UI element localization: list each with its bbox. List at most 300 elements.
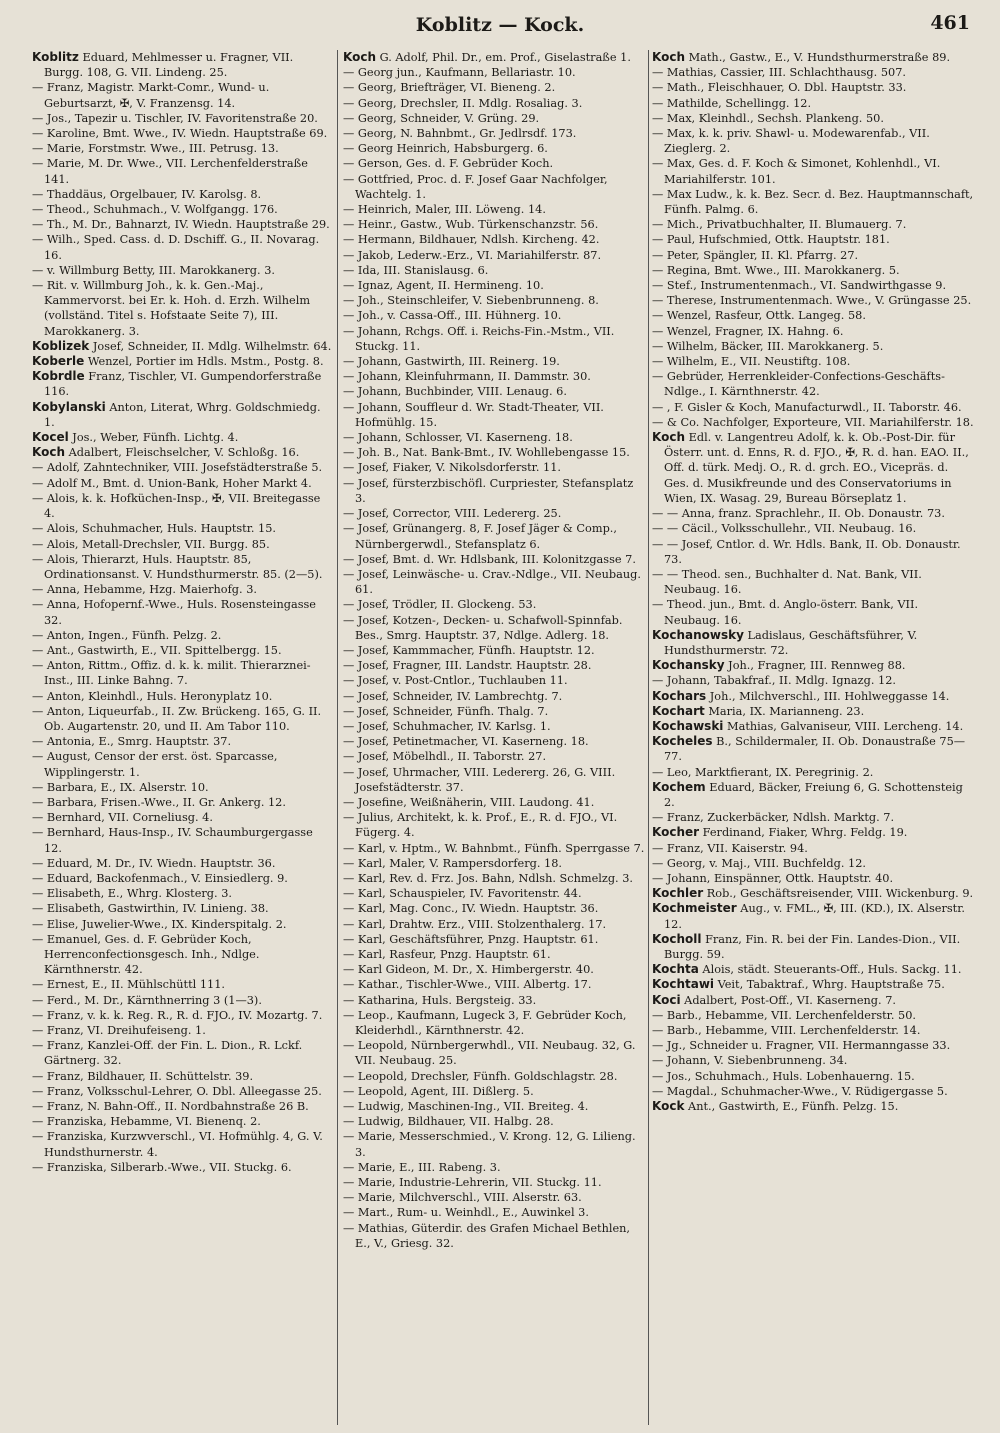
directory-entry [343, 977, 646, 992]
entry-text: Adalbert, Fleischselcher, V. Schloßg. 16. [68, 446, 300, 460]
entry-text: — Johann, Einspänner, Ottk. Hauptstr. 40. [652, 871, 894, 885]
directory-entry [652, 719, 974, 734]
directory-entry [652, 1053, 974, 1068]
entry-text: Aug., v. FML., ✠, III. (KD.), IX. Alserstr. 12. [664, 902, 965, 931]
directory-entry [652, 65, 974, 80]
entry-text: Joh., Milchverschl., III. Hohlweggasse 14. [709, 689, 950, 703]
entry-text: — Marie, M. Dr. Wwe., VII. Lerchenfelderstraße 141. [32, 157, 308, 186]
directory-entry [652, 628, 974, 658]
directory-entry [32, 491, 332, 521]
entry-text: — Karl, Schauspieler, IV. Favoritenstr. 44. [343, 887, 582, 901]
entry-surname: Kocher [652, 825, 700, 840]
column-3 [652, 50, 974, 1425]
entry-text: — Anton, Liqueurfab., II. Zw. Brückeng. 165, G. II. Ob. Augartenstr. 20, und II. Am Tabor 110. [32, 704, 322, 733]
entry-text: — Kathar., Tischler-Wwe., VIII. Albertg. 17. [343, 978, 592, 992]
directory-entry [343, 886, 646, 901]
directory-entry [652, 977, 974, 992]
directory-entry [32, 202, 332, 217]
entry-text: — Karl, Maler, V. Rampersdorferg. 18. [343, 856, 562, 870]
entry-text: — Therese, Instrumentenmach. Wwe., V. Grüngasse 25. [652, 294, 972, 308]
entry-text: — Franziska, Hebamme, VI. Bienenq. 2. [32, 1115, 261, 1129]
directory-entry [343, 765, 646, 795]
column-2 [343, 50, 646, 1425]
entry-text: B., Schildermaler, II. Ob. Donaustraße 75—77. [664, 735, 966, 764]
directory-entry [32, 628, 332, 643]
entry-text: Veit, Tabaktraf., Whrg. Hauptstraße 75. [717, 978, 945, 992]
entry-text: — Karl, v. Hptm., W. Bahnbmt., Fünfh. Sperrgasse 7. [343, 841, 645, 855]
directory-entry [343, 704, 646, 719]
entry-text: — Georg, Schneider, V. Grüng. 29. [343, 111, 540, 125]
directory-entry [32, 871, 332, 886]
entry-surname: Koch [652, 430, 685, 445]
column-rule [337, 50, 338, 1425]
directory-entry [32, 1099, 332, 1114]
entry-text: — Karl, Rasfeur, Pnzg. Hauptstr. 61. [343, 947, 551, 961]
directory-entry [343, 962, 646, 977]
running-head: Koblitz — Kock. [415, 14, 585, 36]
entry-text: — Thaddäus, Orgelbauer, IV. Karolsg. 8. [32, 187, 262, 201]
directory-entry [652, 567, 974, 597]
directory-entry [652, 825, 974, 840]
entry-text: — Johann, V. Siebenbrunneng. 34. [652, 1054, 848, 1068]
directory-entry [32, 795, 332, 810]
entry-text: — Wenzel, Rasfeur, Ottk. Langeg. 58. [652, 309, 866, 323]
directory-entry [343, 689, 646, 704]
directory-entry [343, 1160, 646, 1175]
entry-text: Josef, Schneider, II. Mdlg. Wilhelmstr. 64. [92, 339, 332, 353]
directory-entry [32, 993, 332, 1008]
directory-entry [32, 977, 332, 992]
entry-text: — Hermann, Bildhauer, Ndlsh. Kircheng. 42. [343, 233, 600, 247]
entry-surname: Kobrdle [32, 369, 85, 384]
directory-entry [343, 400, 646, 430]
directory-entry [32, 217, 332, 232]
directory-entry [652, 232, 974, 247]
entry-text: — Katharina, Huls. Bergsteig. 33. [343, 993, 537, 1007]
entry-text: — Math., Fleischhauer, O. Dbl. Hauptstr. 33. [652, 81, 907, 95]
entry-surname: Kobylanski [32, 399, 106, 414]
directory-entry [343, 901, 646, 916]
entry-text: — Franz, VII. Kaiserstr. 94. [652, 841, 808, 855]
directory-entry [652, 689, 974, 704]
directory-entry [32, 400, 332, 430]
directory-entry [343, 96, 646, 111]
directory-entry [652, 521, 974, 536]
directory-entry [652, 886, 974, 901]
directory-entry [32, 1008, 332, 1023]
entry-text: — Karl, Mag. Conc., IV. Wiedn. Hauptstr. 36. [343, 902, 599, 916]
directory-entry [343, 810, 646, 840]
column-1 [32, 50, 332, 1425]
directory-entry [343, 856, 646, 871]
entry-text: — Peter, Spängler, II. Kl. Pfarrg. 27. [652, 248, 859, 262]
directory-entry [652, 993, 974, 1008]
entry-text: — Anna, Hebamme, Hzg. Maierhofg. 3. [32, 583, 257, 597]
directory-entry [343, 369, 646, 384]
entry-text: Anton, Literat, Whrg. Goldschmiedg. 1. [44, 400, 321, 429]
entry-text: — Eduard, Backofenmach., V. Einsiedlerg. 9. [32, 871, 288, 885]
entry-text: — Josef, Petinetmacher, VI. Kaserneng. 18. [343, 735, 589, 749]
entry-text: — Marie, Milchverschl., VIII. Alserstr. 63. [343, 1191, 582, 1205]
entry-text: — Jos., Tapezir u. Tischler, IV. Favoritenstraße 20. [32, 111, 318, 125]
directory-entry [652, 704, 974, 719]
entry-text: — Theod., Schuhmach., V. Wolfgangg. 176. [32, 203, 278, 217]
directory-entry [652, 339, 974, 354]
entry-text: — Franz, Magistr. Markt-Comr., Wund- u. Geburtsarzt, ✠, V. Franzensg. 14. [32, 81, 270, 110]
directory-entry [32, 460, 332, 475]
entry-surname: Koberle [32, 354, 85, 369]
directory-entry [32, 810, 332, 825]
directory-entry [32, 263, 332, 278]
directory-entry [343, 308, 646, 323]
directory-entry [343, 1114, 646, 1129]
directory-entry [343, 126, 646, 141]
entry-text: — Georg, Briefträger, VI. Bieneng. 2. [343, 81, 556, 95]
directory-entry [343, 156, 646, 171]
directory-entry [343, 476, 646, 506]
directory-entry [343, 1084, 646, 1099]
directory-entry [343, 658, 646, 673]
directory-entry [32, 1023, 332, 1038]
directory-entry [343, 248, 646, 263]
directory-entry [343, 430, 646, 445]
directory-entry [652, 156, 974, 186]
entry-text: — Alois, Thierarzt, Huls. Hauptstr. 85, Ordinationsanst. V. Hundsthurmerstr. 85. (2—5). [32, 552, 323, 581]
directory-entry [652, 765, 974, 780]
directory-entry [652, 1023, 974, 1038]
entry-text: — Th., M. Dr., Bahnarzt, IV. Wiedn. Hauptstraße 29. [32, 218, 330, 232]
entry-surname: Kochanowsky [652, 627, 744, 642]
entry-text: — Josef, Schuhmacher, IV. Karlsg. 1. [343, 719, 551, 733]
entry-text: — Karl, Geschäftsführer, Pnzg. Hauptstr. 61. [343, 932, 599, 946]
entry-text: Alois, städt. Steuerants-Off., Huls. Sackg. 11. [702, 963, 962, 977]
directory-entry [32, 932, 332, 978]
directory-entry [343, 552, 646, 567]
entry-text: — Josef, Kammmacher, Fünfh. Hauptstr. 12. [343, 643, 595, 657]
entry-text: — Franz, VI. Dreihufeiseng. 1. [32, 1024, 206, 1037]
entry-text: — Ludwig, Maschinen-Ing., VII. Breiteg. 4. [343, 1100, 589, 1114]
entry-text: — Johann, Tabakfraf., II. Mdlg. Ignazg. 12. [652, 674, 897, 688]
directory-entry [343, 993, 646, 1008]
directory-entry [32, 658, 332, 688]
directory-entry [652, 658, 974, 673]
entry-text: — Karl, Drahtw. Erz., VIII. Stolzenthalerg. 17. [343, 917, 607, 931]
directory-entry [652, 962, 974, 977]
directory-entry [343, 1008, 646, 1038]
entry-text: — Heinr., Gastw., Wub. Türkenschanzstr. 56. [343, 218, 599, 232]
entry-surname: Kochmeister [652, 901, 737, 916]
entry-text: — Ant., Gastwirth, E., VII. Spittelbergg. 15. [32, 643, 282, 657]
entry-text: — Elisabeth, E., Whrg. Klosterg. 3. [32, 887, 232, 901]
entry-text: — Leopold, Agent, III. Dißlerg. 5. [343, 1084, 534, 1098]
directory-entry [652, 248, 974, 263]
entry-text: — Barb., Hebamme, VII. Lerchenfelderstr. 50. [652, 1008, 916, 1022]
directory-entry [32, 111, 332, 126]
entry-text: — Anton, Ingen., Fünfh. Pelzg. 2. [32, 628, 222, 642]
directory-entry [343, 1099, 646, 1114]
directory-entry [343, 80, 646, 95]
directory-entry [343, 324, 646, 354]
directory-entry [343, 613, 646, 643]
directory-entry [652, 430, 974, 506]
directory-entry [32, 50, 332, 80]
entry-text: — Georg Heinrich, Habsburgerg. 6. [343, 142, 548, 156]
directory-entry [32, 1160, 332, 1175]
entry-text: — Joh., Steinschleifer, V. Siebenbrunneng. 8. [343, 294, 599, 308]
entry-text: — Marie, Industrie-Lehrerin, VII. Stuckg. 11. [343, 1176, 602, 1190]
entry-text: — Rit. v. Willmburg Joh., k. k. Gen.-Maj., Kammervorst. bei Er. k. Hoh. d. Erzh. Wilhelm (vollständ. Titel s. Hofstaate Seite 7), III. Marokkanerg. 3. [32, 279, 311, 338]
directory-entry [343, 871, 646, 886]
entry-text: — Johann, Buchbinder, VIII. Lenaug. 6. [343, 385, 567, 399]
directory-entry [32, 232, 332, 262]
entry-text: — Karl Gideon, M. Dr., X. Himbergerstr. 40. [343, 963, 594, 977]
entry-text: — Barb., Hebamme, VIII. Lerchenfelderstr. 14. [652, 1024, 921, 1037]
directory-entry [652, 278, 974, 293]
entry-text: — Franz, v. k. k. Reg. R., R. d. FJO., IV. Mozartg. 7. [32, 1008, 323, 1022]
directory-entry [343, 673, 646, 688]
entry-text: — Barbara, E., IX. Alserstr. 10. [32, 780, 209, 794]
directory-entry [652, 369, 974, 399]
entry-text: — Regina, Bmt. Wwe., III. Marokkanerg. 5. [652, 263, 900, 277]
entry-text: — Barbara, Frisen.-Wwe., II. Gr. Ankerg. 12. [32, 795, 286, 809]
entry-text: — Johann, Rchgs. Off. i. Reichs-Fin.-Mstm., VII. Stuckg. 11. [343, 324, 615, 353]
entry-text: Maria, IX. Marianneng. 23. [708, 704, 865, 718]
entry-text: Ant., Gastwirth, E., Fünfh. Pelzg. 15. [688, 1100, 899, 1114]
entry-text: — Elise, Juwelier-Wwe., IX. Kinderspitalg. 2. [32, 917, 287, 931]
entry-text: — Stef., Instrumentenmach., VI. Sandwirthgasse 9. [652, 279, 947, 293]
entry-text: — Ferd., M. Dr., Kärnthnerring 3 (1—3). [32, 993, 262, 1007]
entry-text: — Johann, Kleinfuhrmann, II. Dammstr. 30. [343, 370, 591, 384]
entry-surname: Kochtawi [652, 977, 715, 992]
directory-entry [343, 202, 646, 217]
entry-surname: Kochars [652, 688, 707, 703]
entry-surname: Koch [343, 50, 376, 64]
directory-entry [652, 1038, 974, 1053]
entry-text: — Gebrüder, Herrenkleider-Confections-Geschäfts-Ndlge., I. Kärnthnerstr. 42. [652, 370, 945, 399]
directory-entry [32, 1129, 332, 1159]
directory-entry [343, 567, 646, 597]
entry-text: Edl. v. Langentreu Adolf, k. k. Ob.-Post-Dir. für Österr. unt. d. Enns, R. d. FJO., ✠, R. d. han. EAO. II., Off. d. türk. Medj. O., R. d. grch. EO., Vicepräs. d. Ges. d. Musikfreunde und des Conservatoriums in Wien, IX. Wasag. 29, Bureau Börseplatz 1. [664, 431, 969, 505]
directory-entry [652, 932, 974, 962]
directory-entry [32, 339, 332, 354]
entry-text: — Adolf M., Bmt. d. Union-Bank, Hoher Markt 4. [32, 476, 312, 490]
entry-text: — Joh., v. Cassa-Off., III. Hühnerg. 10. [343, 309, 562, 323]
entry-text: — Joh. B., Nat. Bank-Bmt., IV. Wohllebengasse 15. [343, 446, 630, 460]
directory-entry [652, 597, 974, 627]
entry-text: — Anton, Rittm., Offiz. d. k. k. milit. Thierarznei-Inst., III. Linke Bahng. 7. [32, 659, 311, 688]
entry-text: — Leop., Kaufmann, Lugeck 3, F. Gebrüder Koch, Kleiderhdl., Kärnthnerstr. 42. [343, 1008, 627, 1037]
directory-entry [343, 643, 646, 658]
directory-entry [32, 901, 332, 916]
entry-text: — Josef, Kotzen-, Decken- u. Schafwoll-Spinnfab. Bes., Smrg. Hauptstr. 37, Ndlge. Adlerg. 18. [343, 613, 623, 642]
entry-surname: Koch [32, 445, 65, 460]
directory-entry [32, 278, 332, 339]
entry-text: — Johann, Souffleur d. Wr. Stadt-Theater, VII. Hofmühlg. 15. [343, 400, 604, 429]
entry-text: — Josef, Corrector, VIII. Ledererg. 25. [343, 507, 562, 521]
directory-entry [652, 1084, 974, 1099]
entry-text: — Julius, Architekt, k. k. Prof., E., R. d. FJO., VI. Fügerg. 4. [343, 811, 618, 840]
directory-entry [343, 111, 646, 126]
entry-text: — Georg, v. Maj., VIII. Buchfeldg. 12. [652, 856, 867, 870]
directory-entry [32, 582, 332, 597]
directory-entry [652, 111, 974, 126]
directory-entry [32, 643, 332, 658]
directory-entry [343, 1205, 646, 1220]
directory-entry [652, 415, 974, 430]
entry-text: — Ernest, E., II. Mühlschüttl 111. [32, 978, 225, 992]
directory-entry [343, 1190, 646, 1205]
directory-entry [32, 689, 332, 704]
entry-text: — Josef, Uhrmacher, VIII. Ledererg. 26, G. VIII. Josefstädterstr. 37. [343, 765, 616, 794]
directory-entry [343, 932, 646, 947]
directory-entry [32, 1069, 332, 1084]
entry-text: — Wilhelm, Bäcker, III. Marokkanerg. 5. [652, 339, 884, 353]
directory-entry [343, 293, 646, 308]
directory-entry [652, 1069, 974, 1084]
entry-text: — , F. Gisler & Koch, Manufacturwdl., II. Taborstr. 46. [652, 400, 962, 414]
directory-entry [32, 476, 332, 491]
directory-entry [32, 354, 332, 369]
directory-entry [652, 537, 974, 567]
directory-entry [343, 460, 646, 475]
directory-entry [652, 308, 974, 323]
directory-entry [343, 947, 646, 962]
entry-text: — Josef, Schneider, Fünfh. Thalg. 7. [343, 704, 549, 718]
directory-entry [652, 324, 974, 339]
entry-text: — Josef, Schneider, IV. Lambrechtg. 7. [343, 689, 563, 703]
directory-entry [343, 597, 646, 612]
directory-entry [343, 734, 646, 749]
entry-text: G. Adolf, Phil. Dr., em. Prof., Giselastraße 1. [379, 51, 631, 64]
directory-entry [32, 141, 332, 156]
entry-text: Franz, Fin. R. bei der Fin. Landes-Dion., VII. Burgg. 59. [664, 932, 961, 961]
directory-entry [343, 749, 646, 764]
directory-entry [343, 65, 646, 80]
entry-text: — Theod. jun., Bmt. d. Anglo-österr. Bank, VII. Neubaug. 16. [652, 598, 919, 627]
directory-entry [652, 901, 974, 931]
entry-text: — Heinrich, Maler, III. Löweng. 14. [343, 203, 546, 217]
page-number: 461 [930, 12, 970, 34]
directory-entry [652, 734, 974, 764]
entry-text: — Johann, Gastwirth, III. Reinerg. 19. [343, 355, 560, 369]
entry-text: — Ignaz, Agent, II. Hermineng. 10. [343, 279, 544, 293]
directory-entry [652, 187, 974, 217]
entry-text: — Ida, III. Stanislausg. 6. [343, 263, 489, 277]
entry-text: — Mathias, Cassier, III. Schlachthausg. 507. [652, 66, 906, 80]
directory-entry [652, 400, 974, 415]
entry-text: — Karoline, Bmt. Wwe., IV. Wiedn. Hauptstraße 69. [32, 127, 328, 141]
entry-text: — Mich., Privatbuchhalter, II. Blumauerg. 7. [652, 218, 907, 232]
directory-entry [652, 856, 974, 871]
entry-text: Ladislaus, Geschäftsführer, V. Hundsthurmerstr. 72. [664, 628, 918, 657]
entry-text: — Georg, Drechsler, II. Mdlg. Rosaliag. 3. [343, 96, 583, 110]
directory-entry [652, 96, 974, 111]
entry-text: — Josef, Möbelhdl., II. Taborstr. 27. [343, 750, 547, 764]
directory-entry [32, 445, 332, 460]
directory-entry [32, 1038, 332, 1068]
entry-text: — Bernhard, Haus-Insp., IV. Schaumburgergasse 12. [32, 826, 313, 855]
entry-surname: Kochansky [652, 658, 725, 673]
entry-text: Eduard, Bäcker, Freiung 6, G. Schottensteig 2. [664, 780, 963, 809]
directory-entry [32, 521, 332, 536]
directory-entry [343, 841, 646, 856]
entry-text: — Antonia, E., Smrg. Hauptstr. 37. [32, 735, 232, 749]
entry-text: — Franziska, Kurzwverschl., VI. Hofmühlg. 4, G. V. Hundsthurnerstr. 4. [32, 1130, 323, 1159]
entry-text: — Josef, Bmt. d. Wr. Hdlsbank, III. Kolonitzgasse 7. [343, 552, 636, 566]
entry-text: — Max Ludw., k. k. Bez. Secr. d. Bez. Hauptmannschaft, Fünfh. Palmg. 6. [652, 187, 974, 217]
directory-entry [652, 1008, 974, 1023]
column-rule [648, 50, 649, 1425]
entry-text: — Jakob, Lederw.-Erz., VI. Mariahilferstr. 87. [343, 248, 602, 262]
entry-text: — Elisabeth, Gastwirthin, IV. Linieng. 38. [32, 902, 269, 916]
directory-entry [652, 810, 974, 825]
directory-entry [343, 278, 646, 293]
directory-entry [343, 172, 646, 202]
entry-text: Jos., Weber, Fünfh. Lichtg. 4. [72, 431, 239, 445]
entry-surname: Kochem [652, 779, 706, 794]
entry-text: — Jos., Schuhmach., Huls. Lobenhauerng. 15. [652, 1069, 915, 1083]
page-header [0, 10, 1000, 44]
directory-entry [32, 126, 332, 141]
entry-text: — v. Willmburg Betty, III. Marokkanerg. 3. [32, 263, 275, 277]
directory-entry [652, 293, 974, 308]
entry-text: — Franz, Kanzlei-Off. der Fin. L. Dion., R. Lckf. Gärtnerg. 32. [32, 1039, 303, 1068]
entry-text: — Josef, Fiaker, V. Nikolsdorferstr. 11. [343, 461, 561, 475]
entry-text: — Leopold, Nürnbergerwhdl., VII. Neubaug. 32, G. VII. Neubaug. 25. [343, 1039, 636, 1068]
entry-text: — Josefine, Weißnäherin, VIII. Laudong. 41. [343, 795, 595, 809]
directory-entry [343, 141, 646, 156]
directory-entry [343, 445, 646, 460]
entry-text: — Mathias, Güterdir. des Grafen Michael Bethlen, E., V., Griesg. 32. [343, 1221, 631, 1250]
directory-entry [652, 354, 974, 369]
entry-text: — Marie, Forstmstr. Wwe., III. Petrusg. 13. [32, 142, 279, 156]
directory-entry [343, 917, 646, 932]
directory-entry [32, 856, 332, 871]
directory-entry [343, 1069, 646, 1084]
entry-text: — Bernhard, VII. Corneliusg. 4. [32, 811, 213, 825]
directory-entry [652, 1099, 974, 1114]
directory-entry [343, 1221, 646, 1251]
entry-text: Ferdinand, Fiaker, Whrg. Feldg. 19. [702, 826, 908, 840]
entry-text: — Emanuel, Ges. d. F. Gebrüder Koch, Herrenconfectionsgesch. Inh., Ndlge. Kärnthnerstr. 42. [32, 932, 260, 977]
entry-surname: Kochawski [652, 718, 724, 733]
directory-entry [652, 126, 974, 156]
entry-text: — Leo, Marktfierant, IX. Peregrinig. 2. [652, 765, 874, 779]
directory-entry [32, 886, 332, 901]
directory-entry [32, 597, 332, 627]
entry-text: — Georg, N. Bahnbmt., Gr. Jedlrsdf. 173. [343, 127, 577, 141]
entry-text: — Wenzel, Fragner, IX. Hahng. 6. [652, 324, 844, 338]
directory-entry [652, 506, 974, 521]
entry-text: — Anna, Hofopernf.-Wwe., Huls. Rosensteingasse 32. [32, 598, 316, 627]
entry-text: — Mart., Rum- u. Weinhdl., E., Auwinkel 3. [343, 1206, 589, 1220]
entry-text: — Alois, k. k. Hofküchen-Insp., ✠, VII. Breitegasse 4. [32, 491, 321, 521]
entry-surname: Kock [652, 1099, 685, 1114]
entry-text: — Alois, Metall-Drechsler, VII. Burgg. 85. [32, 537, 270, 551]
entry-surname: Kocheles [652, 734, 713, 749]
entry-text: — Josef, Leinwäsche- u. Crav.-Ndlge., VII. Neubaug. 61. [343, 567, 641, 597]
directory-entry [32, 430, 332, 445]
directory-entry [343, 50, 646, 65]
entry-text: — Ludwig, Bildhauer, VII. Halbg. 28. [343, 1115, 554, 1129]
entry-text: — — Josef, Cntlor. d. Wr. Hdls. Bank, II. Ob. Donaustr. 73. [652, 537, 961, 566]
entry-surname: Kocel [32, 430, 69, 445]
entry-surname: Koblizek [32, 338, 90, 353]
entry-text: — Karl, Rev. d. Frz. Jos. Bahn, Ndlsh. Schmelzg. 3. [343, 871, 634, 885]
directory-entry [32, 156, 332, 186]
entry-text: — Franz, Bildhauer, II. Schüttelstr. 39. [32, 1069, 254, 1083]
entry-text: Joh., Fragner, III. Rennweg 88. [728, 659, 906, 673]
